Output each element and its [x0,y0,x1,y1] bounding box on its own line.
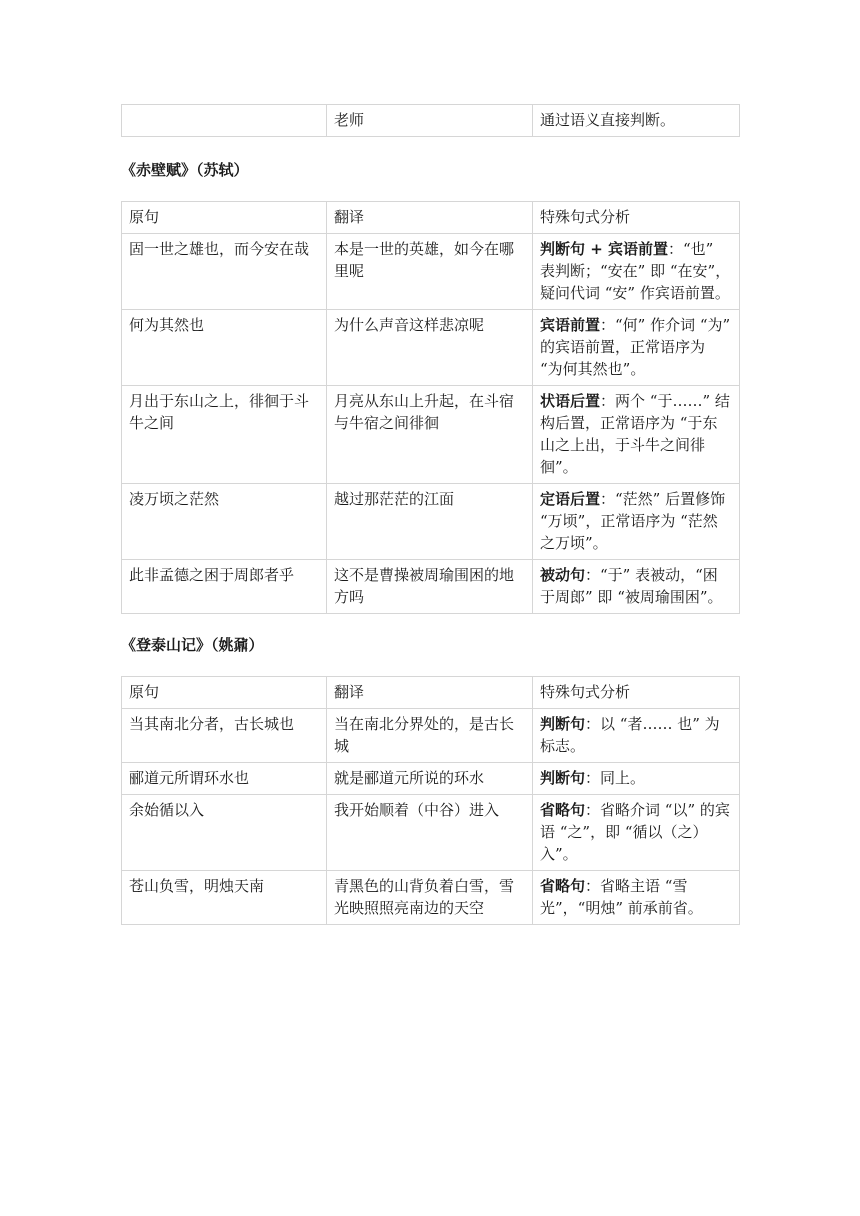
dengtaishanji-table [121,676,740,925]
analysis [533,310,740,386]
header-translation: 翻译 [327,202,533,234]
analysis-text: ：省略主语 “雪光”，“明烛” 前承前省。 [540,877,703,917]
translation: 这不是曹操被周瑜围困的地方吗 [327,560,533,614]
document-page [121,104,739,925]
original-sentence: 郦道元所谓环水也 [122,763,327,795]
translation: 本是一世的英雄，如今在哪里呢 [327,234,533,310]
analysis-text: ：两个 “于……” 结构后置，正常语序为 “于东山之上出，于斗牛之间徘徊”。 [540,392,730,476]
header-analysis: 特殊句式分析 [533,202,740,234]
sentence-type: 判断句 + 宾语前置 [540,240,669,258]
table-row [122,795,740,871]
translation: 就是郦道元所说的环水 [327,763,533,795]
table-row [122,105,740,137]
translation: 当在南北分界处的，是古长城 [327,709,533,763]
table-row [122,310,740,386]
analysis-text: ：同上。 [585,769,646,787]
original-sentence: 余始循以入 [122,795,327,871]
table-header-row [122,677,740,709]
translation: 为什么声音这样悲凉呢 [327,310,533,386]
original-sentence: 月出于东山之上，徘徊于斗牛之间 [122,386,327,484]
analysis-text: ：“于” 表被动，“困于周郎” 即 “被周瑜围困”。 [540,566,723,606]
sentence-type: 宾语前置 [540,316,601,334]
sentence-type: 判断句 [540,769,586,787]
table-row [122,234,740,310]
analysis [533,560,740,614]
original-sentence: 当其南北分者，古长城也 [122,709,327,763]
sentence-type: 定语后置 [540,490,601,508]
section-title-dengtaishanji: 《登泰山记》（姚鼐） [121,636,264,654]
table-row [122,560,740,614]
analysis [533,709,740,763]
table-header-row [122,202,740,234]
table-cell: 通过语义直接判断。 [533,105,740,137]
top-table-fragment [121,104,740,137]
table-row [122,484,740,560]
analysis-text: ：省略介词 “以” 的宾语 “之”，即 “循以（之）入”。 [540,801,730,863]
table-cell: 老师 [327,105,533,137]
chibifu-table [121,201,740,614]
header-analysis: 特殊句式分析 [533,677,740,709]
analysis-text: ：“也” 表判断；“安在” 即 “在安”，疑问代词 “安” 作宾语前置。 [540,240,731,302]
analysis [533,763,740,795]
header-translation: 翻译 [327,677,533,709]
table-row [122,871,740,925]
sentence-type: 被动句 [540,566,586,584]
translation: 越过那茫茫的江面 [327,484,533,560]
translation: 我开始顺着（中谷）进入 [327,795,533,871]
analysis-text: ：“何” 作介词 “为” 的宾语前置，正常语序为 “为何其然也”。 [540,316,731,378]
table-row [122,763,740,795]
translation: 月亮从东山上升起，在斗宿与牛宿之间徘徊 [327,386,533,484]
sentence-type: 省略句 [540,801,586,819]
table-cell [122,105,327,137]
analysis [533,871,740,925]
translation: 青黑色的山背负着白雪，雪光映照照亮南边的天空 [327,871,533,925]
sentence-type: 状语后置 [540,392,601,410]
original-sentence: 此非孟德之困于周郎者乎 [122,560,327,614]
analysis-text: ：“茫然” 后置修饰 “万顷”，正常语序为 “茫然之万顷”。 [540,490,726,552]
sentence-type: 判断句 [540,715,586,733]
original-sentence: 苍山负雪，明烛天南 [122,871,327,925]
header-original: 原句 [122,202,327,234]
table-row [122,386,740,484]
analysis [533,386,740,484]
analysis [533,795,740,871]
analysis [533,484,740,560]
sentence-type: 省略句 [540,877,586,895]
table-row [122,709,740,763]
header-original: 原句 [122,677,327,709]
original-sentence: 凌万顷之茫然 [122,484,327,560]
original-sentence: 何为其然也 [122,310,327,386]
original-sentence: 固一世之雄也，而今安在哉 [122,234,327,310]
analysis-text: ：以 “者…… 也” 为标志。 [540,715,720,755]
section-title-chibifu: 《赤壁赋》（苏轼） [121,161,249,179]
analysis [533,234,740,310]
